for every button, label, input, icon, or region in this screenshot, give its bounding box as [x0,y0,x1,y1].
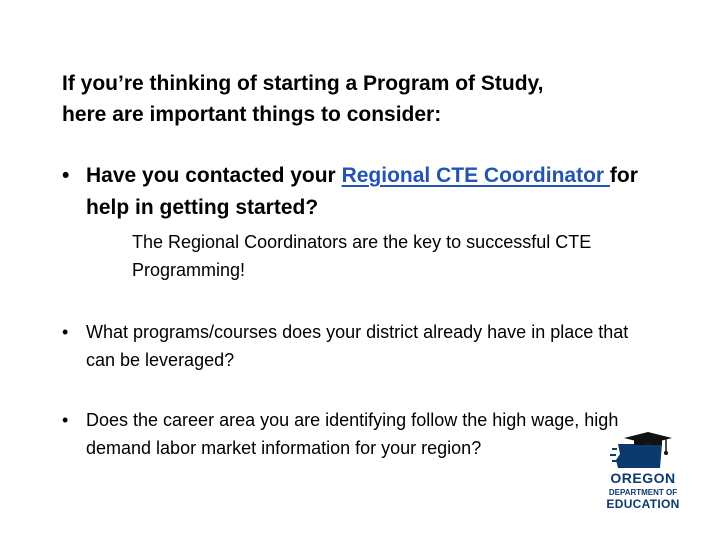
logo-department-text: DEPARTMENT OF [608,488,678,497]
bullet-existing-programs [62,318,642,374]
heading-line-1: If you’re thinking of starting a Program of Study, [62,72,544,95]
bullet-contact-coordinator [62,160,642,224]
bullet-text: What programs/courses does your district already have in place that can be leveraged? [86,322,629,370]
bullet-text-after-link: for help in getting started? [86,164,638,219]
bullet-text-before-link: Have you contacted your [86,164,342,187]
bullet-career-area [62,406,622,462]
bullet-dot: • [62,410,69,430]
graduation-cap-oregon-state-icon [604,430,682,470]
bullet-dot: • [62,164,70,187]
logo-oregon-text: OREGON [610,470,676,486]
slide-heading [62,68,662,130]
bullet-dot: • [62,322,69,342]
heading-line-2: here are important things to consider: [62,103,442,126]
regional-cte-coordinator-link[interactable]: Regional CTE Coordinator [341,164,610,187]
bullet-sub-text: The Regional Coordinators are the key to successful CTE Programming! [132,232,592,280]
bullet-text: Does the career area you are identifying follow the high wage, high demand labor market information for your region? [86,410,619,458]
logo-education-text: EDUCATION [606,497,680,511]
oregon-department-of-education-logo [604,430,682,514]
